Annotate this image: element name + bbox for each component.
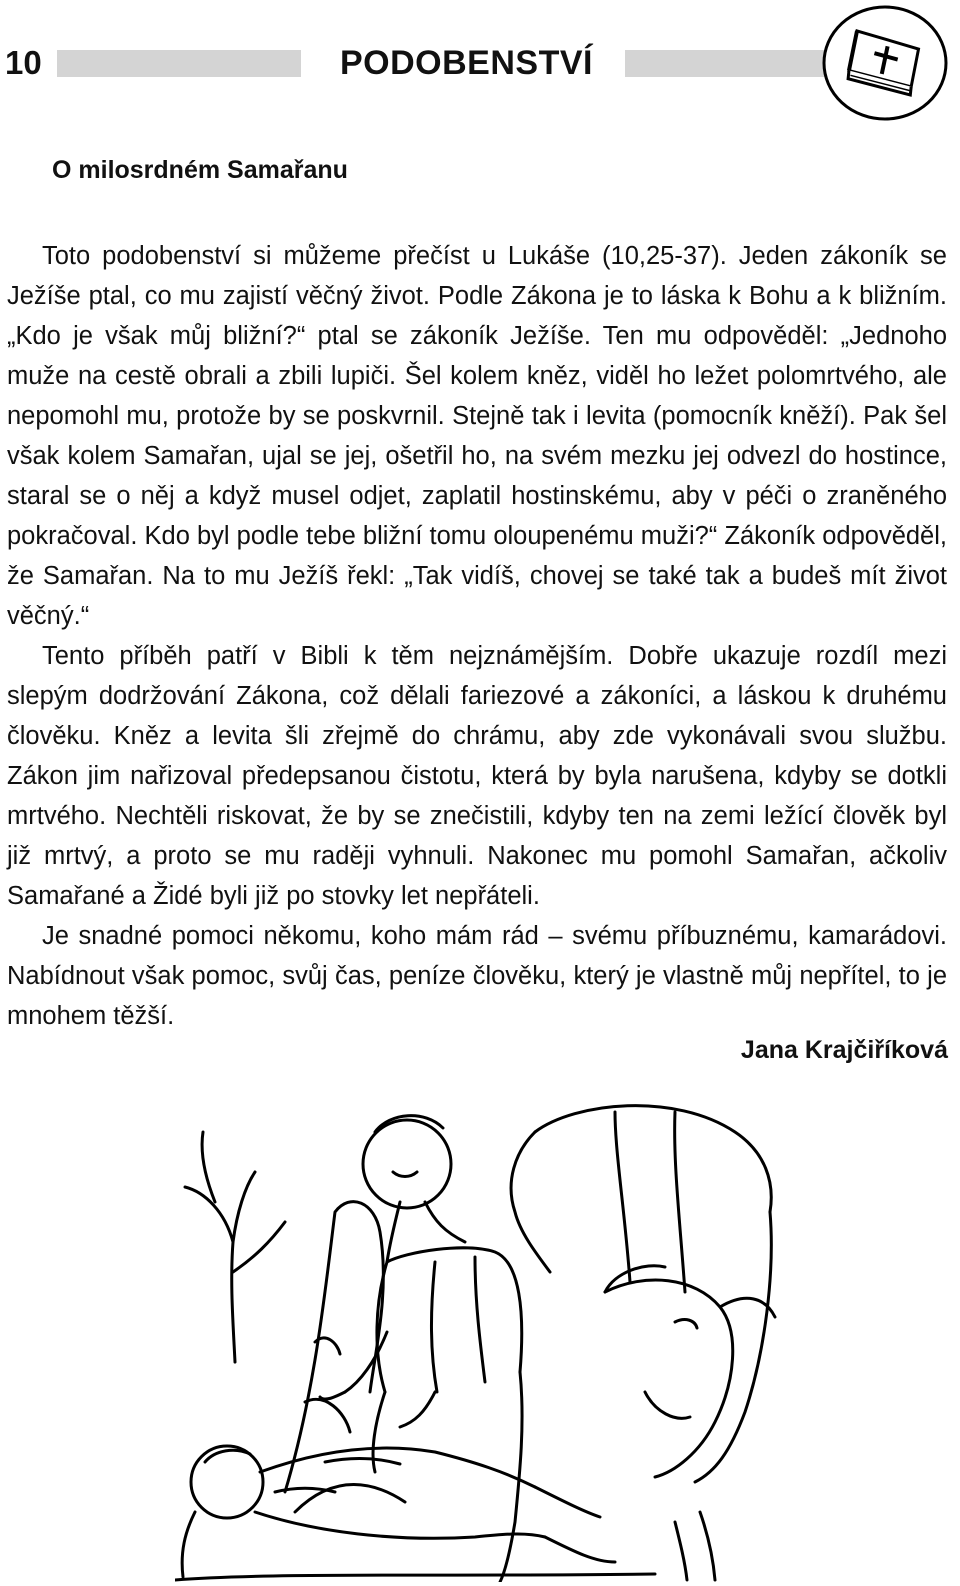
header-bar-right	[625, 50, 835, 77]
header-bar-left	[57, 50, 301, 77]
section-title: PODOBENSTVÍ	[340, 44, 593, 82]
article-paragraph: Toto podobenství si můžeme přečíst u Lukáše (10,25-37). Jeden zákoník se Ježíše ptal, co mu zajistí věčný život. Podle Zákona je to láska k Bohu a k bližním. „Kdo je však můj bližní?“ ptal se zákoník Ježíše. Ten mu odpověděl: „Jednoho muže na cestě obrali a zbili lupiči. Šel kolem kněz, viděl ho ležet polomrtvého, ale nepomohl mu, protože by se poskvrnil. Stejně tak i levita (pomocník kněží). Pak šel však kolem Samařan, ujal se jej, ošetřil ho, na svém mezku jej odvezl do hostince, staral se o něj a když musel odjet, zaplatil hostinskému, aby v péči o zraněného pokračoval. Kdo byl podle tebe bližní tomu oloupenému muži?“ Zákoník odpověděl, že Samařan. Na to mu Ježíš řekl: „Tak vidíš, chovej se také tak a budeš mít život věčný.“	[7, 242, 947, 630]
article-body	[7, 236, 947, 1036]
article-paragraph: Je snadné pomoci někomu, koho mám rád – svému příbuznému, kamarádovi. Nabídnout však pomoc, svůj čas, peníze člověku, který je vlastně můj nepřítel, to je mnohem těžší.	[7, 922, 947, 1030]
article-paragraph: Tento příběh patří v Bibli k těm nejznámějším. Dobře ukazuje rozdíl mezi slepým dodržování Zákona, což dělali fariezové a zákoníci, a láskou k druhému člověku. Kněz a levita šli zřejmě do chrámu, aby zde vykonávali svou službu. Zákon jim nařizoval předepsanou čistotu, která by byla narušena, kdyby se dotkli mrtvého. Nechtěli riskovat, že by se znečistili, kdyby ten na zemi ležící člověk byl již mrtvý, a proto se mu raději vyhnuli. Nakonec mu pomohl Samařan, ačkoliv Samařané a Židé byli již po stovky let nepřáteli.	[7, 642, 947, 910]
bible-cross-icon	[822, 4, 948, 122]
page-number: 10	[5, 44, 42, 81]
article-author: Jana Krajčiříková	[740, 1036, 948, 1064]
article-title: O milosrdném Samařanu	[52, 156, 348, 184]
good-samaritan-drawing	[175, 1092, 800, 1582]
